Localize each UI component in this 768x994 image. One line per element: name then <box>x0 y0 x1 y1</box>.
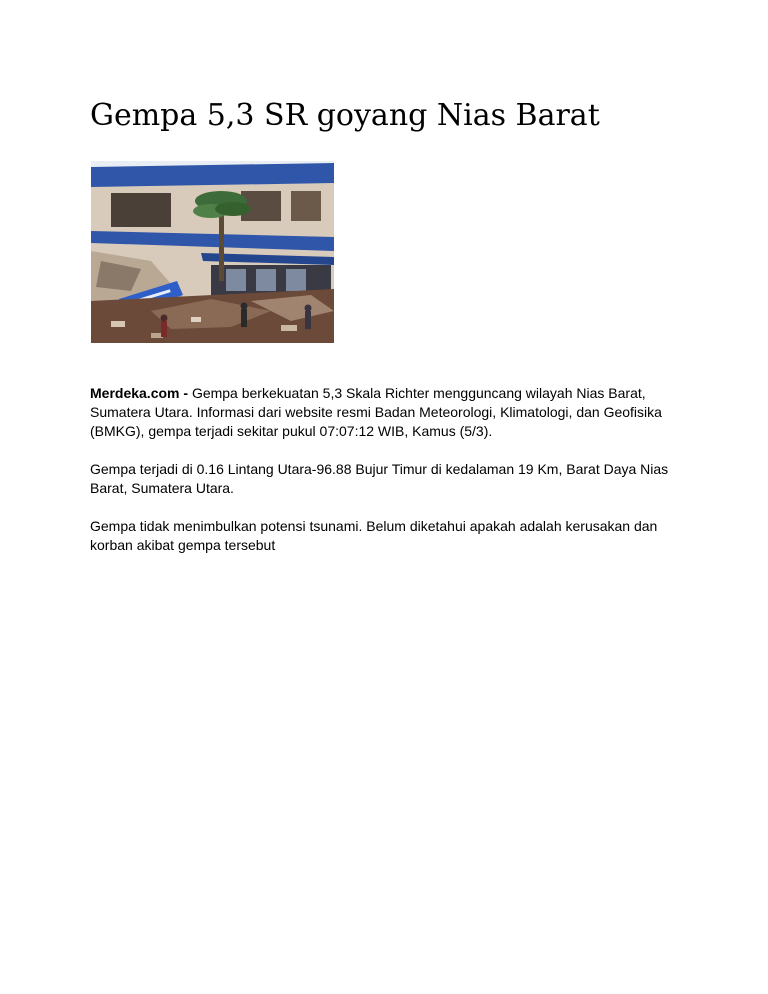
paragraph-1-text: Gempa berkekuatan 5,3 Skala Richter mengguncang wilayah Nias Barat, Sumatera Utara. Informasi dari website resmi Badan Meteorologi, Klimatologi, dan Geofisika (BMKG), gempa terjadi sekitar pukul 07:07:12 WIB, Kamus (5/3). <box>90 385 662 439</box>
paragraph-1 <box>90 384 690 441</box>
article-body <box>90 384 690 574</box>
source-label: Merdeka.com - <box>90 385 192 401</box>
paragraph-3: Gempa tidak menimbulkan potensi tsunami. Belum diketahui apakah adalah kerusakan dan korban akibat gempa tersebut <box>90 518 658 553</box>
earthquake-damaged-building-icon <box>91 161 334 343</box>
paragraph-2: Gempa terjadi di 0.16 Lintang Utara-96.88 Bujur Timur di kedalaman 19 Km, Barat Daya Nias Barat, Sumatera Utara. <box>90 461 669 496</box>
article-title: Gempa 5,3 SR goyang Nias Barat <box>90 98 600 133</box>
